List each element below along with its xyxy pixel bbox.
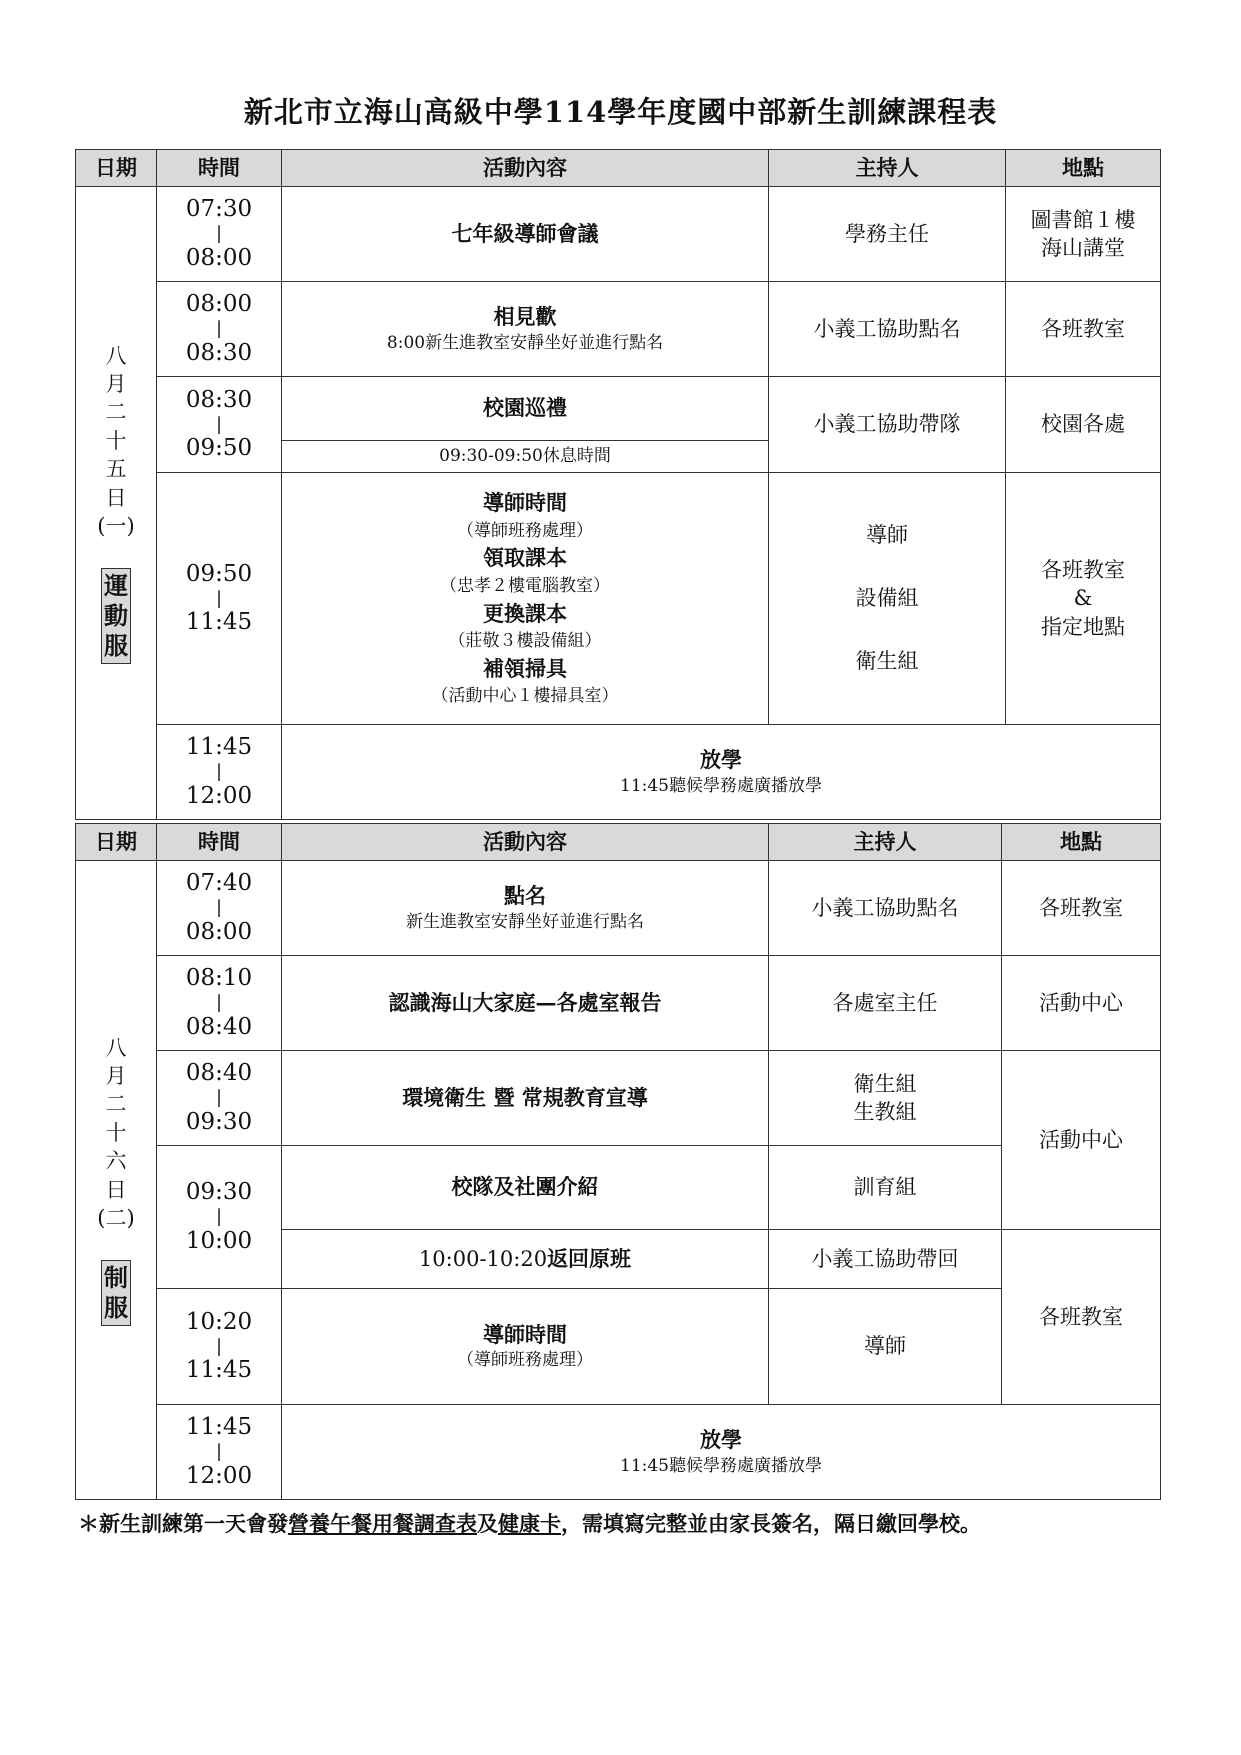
table-row [76,1051,1161,1146]
activity-cell: 七年級導師會議 [282,187,769,282]
table-header-row [76,150,1161,187]
activity-cell: 校隊及社團介紹 [282,1146,769,1230]
activity-cell: 相見歡 8:00新生進教室安靜坐好並進行點名 [282,282,769,377]
header-place: 地點 [1002,824,1161,861]
host-cell: 訓育組 [769,1146,1002,1230]
table-row [76,1405,1161,1500]
table-row [76,861,1161,956]
header-host: 主持人 [769,150,1006,187]
place-cell: 各班教室 [1006,282,1161,377]
place-cell: 各班教室 [1002,861,1161,956]
activity-cell: 環境衛生 暨 常規教育宣導 [282,1051,769,1146]
dress-code-badge: 制 服 [101,1260,131,1326]
page-title: 新北市立海山高級中學114學年度國中部新生訓練課程表 [243,95,998,129]
time-cell: 10:20 | 11:45 [157,1289,282,1405]
table-row [76,187,1161,282]
host-cell: 小義工協助點名 [769,861,1002,956]
table-row [76,1289,1161,1405]
activity-cell: 導師時間 （導師班務處理） [282,1289,769,1405]
activity-cell: 認識海山大家庭—各處室報告 [282,956,769,1051]
time-cell: 08:10 | 08:40 [157,956,282,1051]
host-cell: 衛生組 生教組 [769,1051,1002,1146]
host-cell: 導師 [769,1289,1002,1405]
date-cell-day1: 八 月 二 十 五 日 (一) 運 動 服 [76,187,157,820]
time-cell: 07:30 | 08:00 [157,187,282,282]
time-cell: 07:40 | 08:00 [157,861,282,956]
header-time: 時間 [157,824,282,861]
activity-cell: 點名 新生進教室安靜坐好並進行點名 [282,861,769,956]
header-date: 日期 [76,150,157,187]
time-cell: 08:30 | 09:50 [157,377,282,473]
date-cell-day2: 八 月 二 十 六 日 (二) 制 服 [76,861,157,1500]
host-cell: 小義工協助帶回 [769,1230,1002,1289]
activity-cell: 放學 11:45聽候學務處廣播放學 [282,725,1161,820]
activity-cell: 10:00-10:20返回原班 [282,1230,769,1289]
time-cell: 09:50 | 11:45 [157,473,282,725]
schedule-table-day2 [75,823,1161,1500]
time-cell: 08:40 | 09:30 [157,1051,282,1146]
activity-cell: 校園巡禮 09:30-09:50休息時間 [282,377,769,473]
header-place: 地點 [1006,150,1161,187]
place-cell: 活動中心 [1002,956,1161,1051]
host-cell: 各處室主任 [769,956,1002,1051]
schedule-table-day1 [75,149,1161,820]
table-row [76,1146,1161,1230]
header-host: 主持人 [769,824,1002,861]
activity-cell: 導師時間 （導師班務處理） 領取課本 （忠孝２樓電腦教室） 更換課本 （莊敬３樓設備組） 補領掃具 （活動中心１樓掃具室） [282,473,769,725]
time-cell: 09:30 | 10:00 [157,1146,282,1289]
place-cell: 各班教室 & 指定地點 [1006,473,1161,725]
table-row [76,377,1161,473]
host-cell: 導師 設備組 衛生組 [769,473,1006,725]
header-date: 日期 [76,824,157,861]
host-cell: 小義工協助點名 [769,282,1006,377]
time-cell: 08:00 | 08:30 [157,282,282,377]
host-cell: 小義工協助帶隊 [769,377,1006,473]
time-cell: 11:45 | 12:00 [157,725,282,820]
place-cell: 校園各處 [1006,377,1161,473]
activity-cell: 放學 11:45聽候學務處廣播放學 [282,1405,1161,1500]
footnote: ＊新生訓練第一天會發營養午餐用餐調查表及健康卡，需填寫完整並由家長簽名，隔日繳回學校。 [78,1511,981,1536]
place-cell: 活動中心 [1002,1051,1161,1230]
table-header-row [76,824,1161,861]
header-activity: 活動內容 [282,824,769,861]
table-row [76,956,1161,1051]
header-time: 時間 [157,150,282,187]
place-cell: 圖書館１樓 海山講堂 [1006,187,1161,282]
table-row [76,282,1161,377]
time-cell: 11:45 | 12:00 [157,1405,282,1500]
place-cell: 各班教室 [1002,1230,1161,1405]
table-row [76,725,1161,820]
header-activity: 活動內容 [282,150,769,187]
host-cell: 學務主任 [769,187,1006,282]
dress-code-badge: 運 動 服 [101,568,131,664]
table-row [76,473,1161,725]
